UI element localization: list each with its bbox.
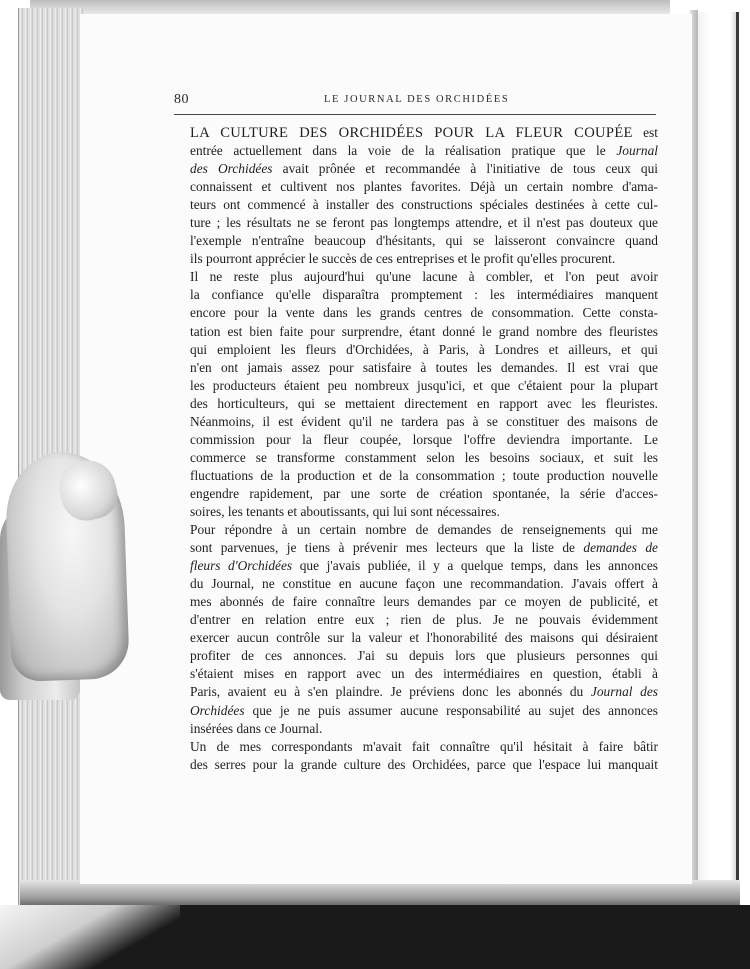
page-number: 80 (174, 92, 189, 107)
book-right-margin (698, 12, 738, 892)
header-rule (174, 114, 656, 115)
text-line: encore pour la vente dans les grands centres de consommation. Cette consta- (190, 305, 658, 321)
page-header (174, 90, 656, 110)
text-line: Il ne reste plus aujourd'hui qu'une lacune à combler, et l'on peut avoir (190, 269, 658, 285)
text-line: fluctuations de la production et de la consommation ; toute production nouvelle (190, 467, 658, 483)
text-line: du Journal, ne constitue en aucune façon une recommandation. J'avais offert à (190, 576, 658, 592)
text-segment: est (632, 125, 658, 140)
text-segment: entrée actuellement dans la voie de la réalisation pratique que le (190, 143, 617, 159)
lead-caps: LA CULTURE DES ORCHIDÉES POUR LA FLEUR COUPÉE (190, 125, 633, 141)
text-segment: que j'avais publiée, il y a quelque temps, dans les annonces (292, 558, 658, 574)
text-line: teurs ont commencé à installer des constructions spéciales destinées à cette cul- (190, 197, 658, 213)
text-line: des horticulteurs, qui se mettaient directement en rapport avec les fleuristes. (190, 395, 658, 411)
text-line (172, 683, 658, 701)
text-segment: Paris, avaient eu à s'en plaindre. Je préviens donc les abonnés du (190, 684, 591, 700)
text-line (172, 539, 658, 557)
text-segment: avait prônée et recommandée à l'initiative de tous ceux qui (272, 161, 658, 177)
text-line: commission pour la fleur coupée, lorsque l'offre deviendra importante. Le (190, 431, 658, 447)
text-line: des serres pour la grande culture des Orchidées, parce que l'espace lui manquait (190, 756, 658, 772)
article-body (172, 124, 658, 774)
text-line: la confiance qu'elle disparaîtra promptement : les intermédiaires manquent (190, 287, 658, 303)
book-top-edge (30, 0, 670, 14)
italic-title: Orchidées (190, 702, 245, 718)
text-line: s'étaient mises en rapport avec un des intermédiaires en question, établi à (190, 666, 658, 682)
italic-title: fleurs d'Orchidées (190, 558, 293, 574)
text-line: tation est bien faite pour surprendre, étant donné le grand nombre des fleuristes (190, 323, 658, 339)
text-line: n'en ont jamais assez pour satisfaire à toutes les demandes. Il est vrai que (190, 359, 658, 375)
text-line (172, 702, 658, 720)
text-segment: sont parvenues, je tiens à prévenir mes lecteurs que la liste de (190, 540, 584, 556)
text-line: insérées dans ce Journal. (190, 720, 323, 736)
text-line: commerce se transforme constamment selon les besoins sociaux, et suit les (190, 449, 658, 465)
italic-title: des Orchidées (190, 161, 273, 177)
text-line: engendre rapidement, par une sorte de création spontanée, la série d'acces- (190, 485, 658, 501)
text-line: Néanmoins, il est évident qu'il ne tardera pas à se constituer des maisons de (190, 413, 658, 429)
text-segment: que je ne puis assumer aucune responsabilité au sujet des annonces (244, 702, 658, 718)
text-line: l'exemple n'entraîne beaucoup d'hésitants, qui se laisseront convaincre quand (190, 233, 658, 249)
italic-title: Journal des (590, 684, 658, 700)
text-line: d'entrer en relation entre eux ; rien de plus. Je ne pouvais évidemment (190, 612, 658, 628)
paragraph-1 (172, 124, 658, 268)
text-line: Un de mes correspondants m'avait fait connaître qu'il hésitait à faire bâtir (190, 738, 658, 754)
text-line: profiter de ces annonces. J'ai su depuis lors que plusieurs personnes qui (190, 648, 658, 664)
text-line: ture ; les résultats ne se feront pas longtemps attendre, et il n'est pas douteux que (190, 215, 658, 231)
italic-title: Journal (616, 143, 658, 159)
text-line (172, 160, 658, 178)
italic-title: demandes de (583, 540, 658, 556)
paragraph-3 (172, 521, 658, 738)
book-right-border (736, 12, 739, 892)
text-line: soires, les tenants et aboutissants, qui lui sont nécessaires. (190, 503, 500, 519)
text-line: qui emploient les fleurs d'Orchidées, à Paris, à Londres et ailleurs, et qui (190, 341, 658, 357)
paragraph-2 (172, 268, 658, 521)
text-line: exercer aucun contrôle sur la valeur et l'honorabilité des maisons qui désiraient (190, 630, 658, 646)
scan-bottom-shadow (0, 905, 750, 969)
running-head: LE JOURNAL DES ORCHIDÉES (324, 94, 510, 105)
text-line: ils pourront apprécier le succès de ces entreprises et le profit qu'elles procurent. (190, 251, 616, 267)
text-line: connaissent et cultivent nos plantes favorites. Déjà un certain nombre d'ama- (190, 179, 658, 195)
text-line (172, 557, 658, 575)
text-line: Pour répondre à un certain nombre de demandes de renseignements qui me (190, 522, 658, 538)
text-line: mes abonnés de faire connaître leurs demandes par ce moyen de publicité, et (190, 594, 658, 610)
text-line: les producteurs étaient peu nombreux jusqu'ici, et que c'étaient pour la plupart (190, 377, 658, 393)
paragraph-4 (172, 738, 658, 774)
text-line (172, 142, 658, 160)
text-line (172, 124, 658, 142)
